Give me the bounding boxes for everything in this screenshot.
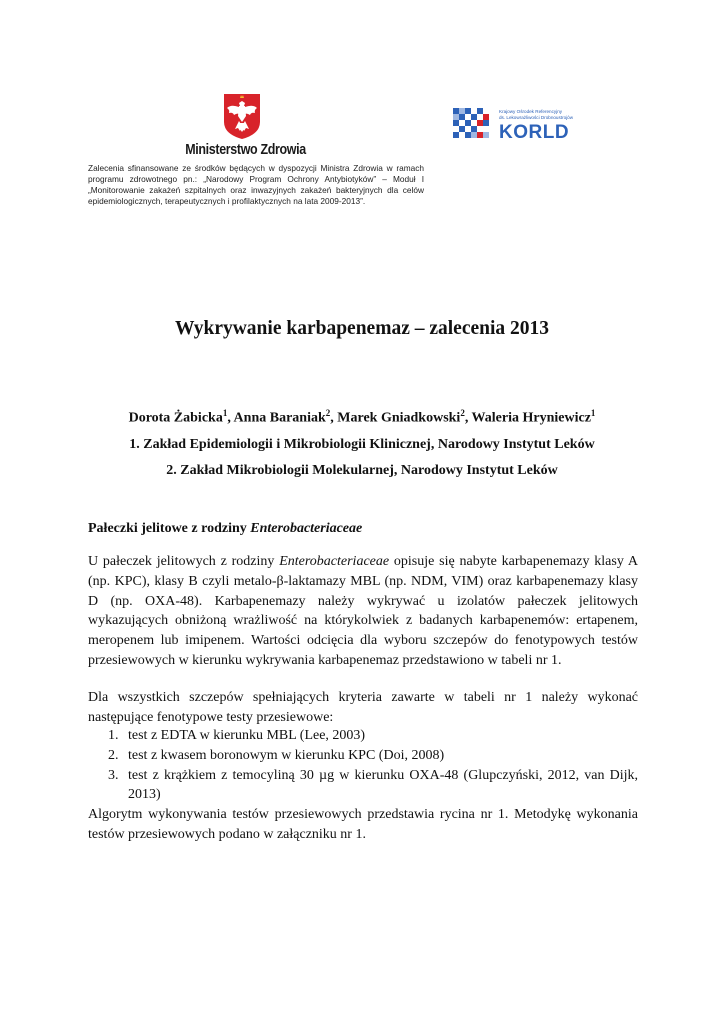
document-title: Wykrywanie karbapenemaz – zalecenia 2013: [174, 318, 550, 339]
affiliation-2: 2. Zakład Mikrobiologii Molekularnej, Narodowy Instytut Leków: [166, 462, 558, 478]
paragraph-tests-intro: Dla wszystkich szczepów spełniających kryteria zawarte w tabeli nr 1 należy wykonać następujące fenotypowe testy przesiewowe:: [88, 690, 638, 725]
list-item: 2. test z kwasem boronowym w kierunku KPC (Doi, 2008): [108, 747, 445, 763]
screening-tests-list: [88, 726, 638, 805]
funding-note: Zalecenia sfinansowane ze środków będących w dyspozycji Ministra Zdrowia w ramach programu zdrowotnego pn.: „Narodowy Program Ochrony Antybiotyków” – Moduł I „Monitorowanie zakażeń szpitalnych oraz inwazyjnych zakażeń bakteryjnych dla celów epidemiologicznych, terapeutycznych i profilaktycznych na lata 2009-2013”.: [88, 163, 424, 206]
korld-logo: [435, 92, 611, 158]
paragraph-intro: U pałeczek jelitowych z rodziny Enterobacteriaceae opisuje się nabyte karbapenemazy klasy A (np. KPC), klasy B czyli metalo-β-laktamazy MBL (np. NDM, VIM) oraz karbapenemazy klasy D (np. OXA-48). Karbapenemazy należy wykrywać u izolatów pałeczek jelitowych wykazujących obniżoną wrażliwość na którykolwiek z badanych karbapenemów: ertapenem, meropenem lub imipenem. Wartości odcięcia dla wyboru szczepów do fenotypowych testów przesiewowych w kierunku wykrywania karbapenemaz przedstawiono w tabeli nr 1.: [88, 554, 638, 668]
authors-block: [0, 400, 724, 484]
paragraph-algorithm: Algorytm wykonywania testów przesiewowych przedstawia rycina nr 1. Metodykę wykonania testów przesiewowych podano w załączniku nr 1.: [88, 807, 638, 842]
korld-wordmark: KORLD: [499, 122, 570, 143]
list-item: 1. test z EDTA w kierunku MBL (Lee, 2003): [108, 728, 366, 743]
korld-mosaic-icon: [453, 108, 489, 138]
korld-subtitle: Krajowy Ośrodek Referencyjny ds. Lekowrażliwości Drobnoustrojów: [499, 109, 574, 120]
ministry-name: Ministerstwo Zdrowia: [185, 142, 306, 158]
section-heading: Pałeczki jelitowe z rodziny Enterobacteriaceae: [88, 521, 363, 536]
author-list: Dorota Żabicka$^1$, Anna Baraniak$^2$, Marek Gniadkowski$^2$, Waleria Hryniewicz$^1$: [128, 408, 596, 426]
list-item: 3. test z krążkiem z temocyliną 30 µg w kierunku OXA-48 (Glupczyński, 2012, van Dijk, 2013): [108, 767, 638, 803]
affiliation-1: 1. Zakład Epidemiologii i Mikrobiologii Klinicznej, Narodowy Instytut Leków: [129, 436, 595, 452]
ministry-logo: [176, 92, 308, 158]
polish-eagle-icon: [222, 92, 262, 140]
